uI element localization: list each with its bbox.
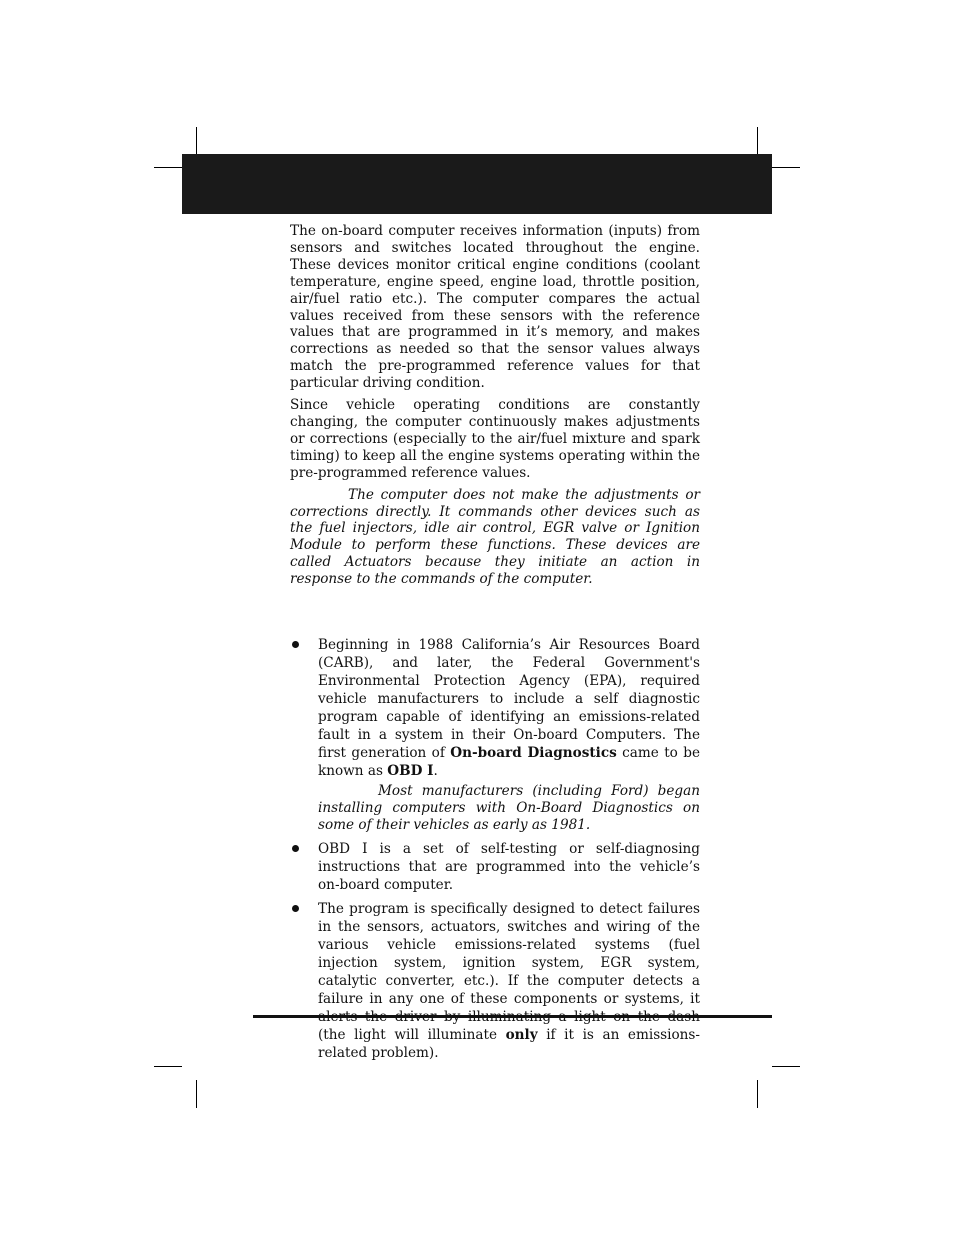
bullet-1-note-text: Most manufacturers (including Ford) began installing computers with On-Board Diagnostics on some of their vehicles as early as 1981. (318, 783, 700, 833)
bullet-3-text (318, 900, 700, 1062)
intro-paragraph-2: Since vehicle operating conditions are constantly changing, the computer continuously makes adjustments or corrections (especially to the air/fuel mixture and spark timing) to keep all the engine systems operating within the pre-programmed reference values. (290, 397, 700, 481)
list-item (290, 900, 700, 1062)
crop-mark-bottom-right-horizontal (772, 1066, 800, 1067)
header-bar (182, 154, 772, 214)
bullet-1-bold-term: On-board Diagnostics (450, 745, 617, 761)
crop-mark-top-right-vertical (757, 127, 758, 154)
bullet-1-note (318, 783, 700, 834)
crop-mark-top-left-vertical (196, 127, 197, 154)
crop-mark-bottom-left-horizontal (154, 1066, 182, 1067)
crop-mark-bottom-right-vertical (757, 1080, 758, 1108)
bullet-1-bold-obd: OBD I (387, 763, 434, 779)
bullet-3-end: if it is an emissions-related problem). (318, 1027, 701, 1061)
list-item (290, 636, 700, 834)
bullet-2-text: OBD I is a set of self-testing or self-diagnosing instructions that are programmed into the vehicle’s on-board computer. (318, 841, 700, 893)
crop-mark-top-right-horizontal (772, 167, 800, 168)
bullet-1-mid: came to be known as (318, 745, 700, 779)
bullet-3-body: The program is specifically designed to detect failures in the sensors, actuators, switches and wiring of the various vehicle emissions-related systems (fuel injection system, ignition system, EGR system, catalytic converter, etc.). If the computer detects a failure in any one of these components or systems, it (the light will illuminate (318, 901, 700, 1043)
intro-paragraph-1: The on-board computer receives information (inputs) from sensors and switches located throughout the engine. These devices monitor critical engine conditions (coolant temperature, engine speed, engine load, throttle position, air/fuel ratio etc.). The computer compares the actual values received from these sensors with the reference values that are programmed in it’s memory, and makes corrections as needed so that the sensor values always match the pre-programmed reference values for that particular driving condition. (290, 223, 700, 392)
bullet-icon (292, 845, 299, 852)
crop-mark-top-left-horizontal (154, 167, 182, 168)
bullet-3-bold: only (505, 1027, 538, 1043)
footer-rule (253, 1015, 772, 1018)
intro-note (290, 487, 700, 588)
crop-mark-bottom-left-vertical (196, 1080, 197, 1108)
bullet-1-body: Beginning in 1988 California’s Air Resources Board (CARB), and later, the Federal Government's Environmental Protection Agency (EPA), required vehicle manufacturers to include a self diagnostic program capable of identifying an emissions-related fault in a system in their On-board Computers. The first generation of (318, 637, 700, 761)
bullet-1-text (318, 636, 700, 780)
list-item (290, 840, 700, 894)
intro-section (290, 223, 700, 593)
bullet-1-end: . (433, 763, 438, 779)
bullet-icon (292, 641, 299, 648)
bullet-list (290, 636, 700, 1068)
intro-note-text: The computer does not make the adjustments or corrections directly. It commands other devices such as the fuel injectors, idle air control, EGR valve or Ignition Module to perform these functions. These devices are called Actuators because they initiate an action in response to the commands of the computer. (290, 486, 700, 588)
bullet-icon (292, 905, 299, 912)
